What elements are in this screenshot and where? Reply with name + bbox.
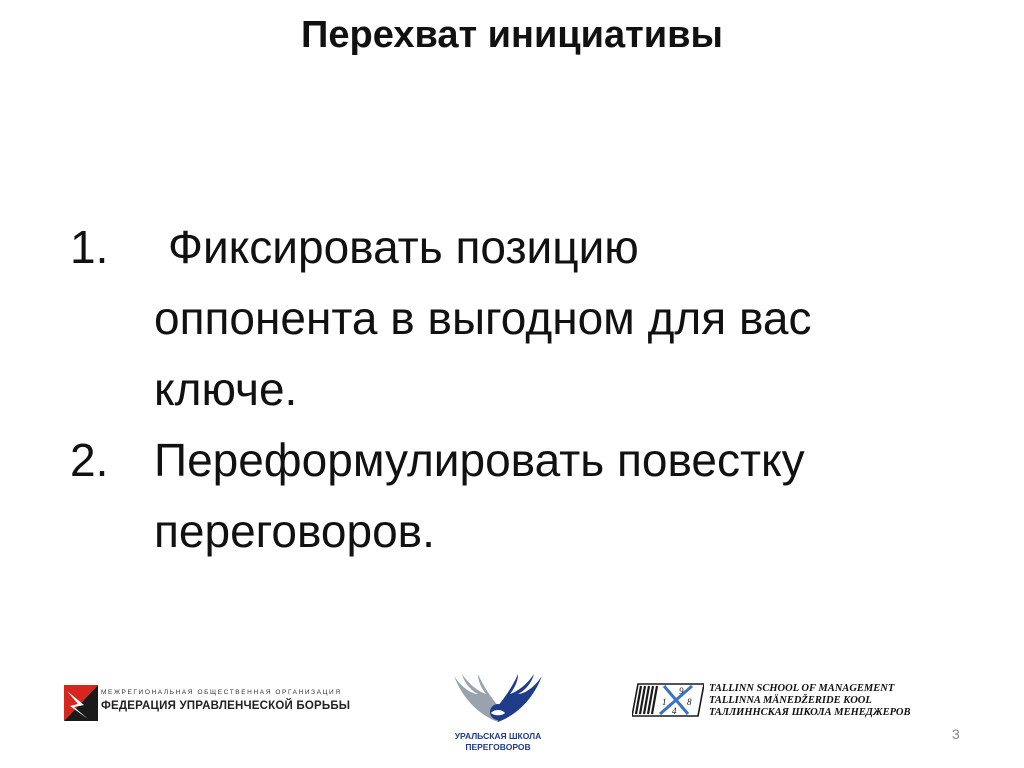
list-item — [70, 425, 970, 567]
tallinn-emblem-icon — [632, 682, 704, 718]
wings-emblem-icon — [448, 672, 548, 730]
list-item-text: ключе. — [154, 363, 298, 415]
slide-title: Перехват инициативы — [301, 14, 723, 56]
federation-tagline: МЕЖРЕГИОНАЛЬНАЯ ОБЩЕСТВЕННАЯ ОРГАНИЗАЦИЯ — [101, 689, 342, 696]
tallinn-name-ru: ТАЛЛИННСКАЯ ШКОЛА МЕНЕДЖЕРОВ — [709, 707, 911, 718]
list-item-text: Переформулировать повестку — [154, 434, 805, 486]
tallinn-name-et: TALLINNA MÄNEDŽERIDE KOOL — [709, 695, 872, 706]
list-item — [70, 212, 970, 425]
list-item-text: Фиксировать позицию — [168, 221, 639, 273]
ural-school-caption: УРАЛЬСКАЯ ШКОЛА — [454, 731, 542, 741]
list-item-text: переговоров. — [154, 505, 435, 557]
list-item-text: оппонента в выгодном для вас — [154, 292, 812, 344]
tallinn-school-logo — [632, 682, 932, 722]
ural-school-caption: ПЕРЕГОВОРОВ — [465, 742, 531, 752]
federation-logo — [64, 683, 354, 723]
federation-emblem-icon — [64, 685, 98, 721]
emblem-digit: 1 — [662, 697, 667, 707]
emblem-digit: 4 — [672, 706, 677, 716]
ural-school-logo — [448, 672, 548, 760]
emblem-digit: 8 — [687, 697, 692, 707]
federation-name: ФЕДЕРАЦИЯ УПРАВЛЕНЧЕСКОЙ БОРЬБЫ — [101, 700, 351, 712]
emblem-digit: 9 — [679, 686, 684, 696]
list-number: 1. — [70, 221, 109, 273]
list-number: 2. — [70, 434, 109, 486]
tallinn-name-en: TALLINN SCHOOL OF MANAGEMENT — [709, 683, 895, 694]
numbered-list — [70, 212, 970, 567]
page-number: 3 — [952, 726, 960, 742]
